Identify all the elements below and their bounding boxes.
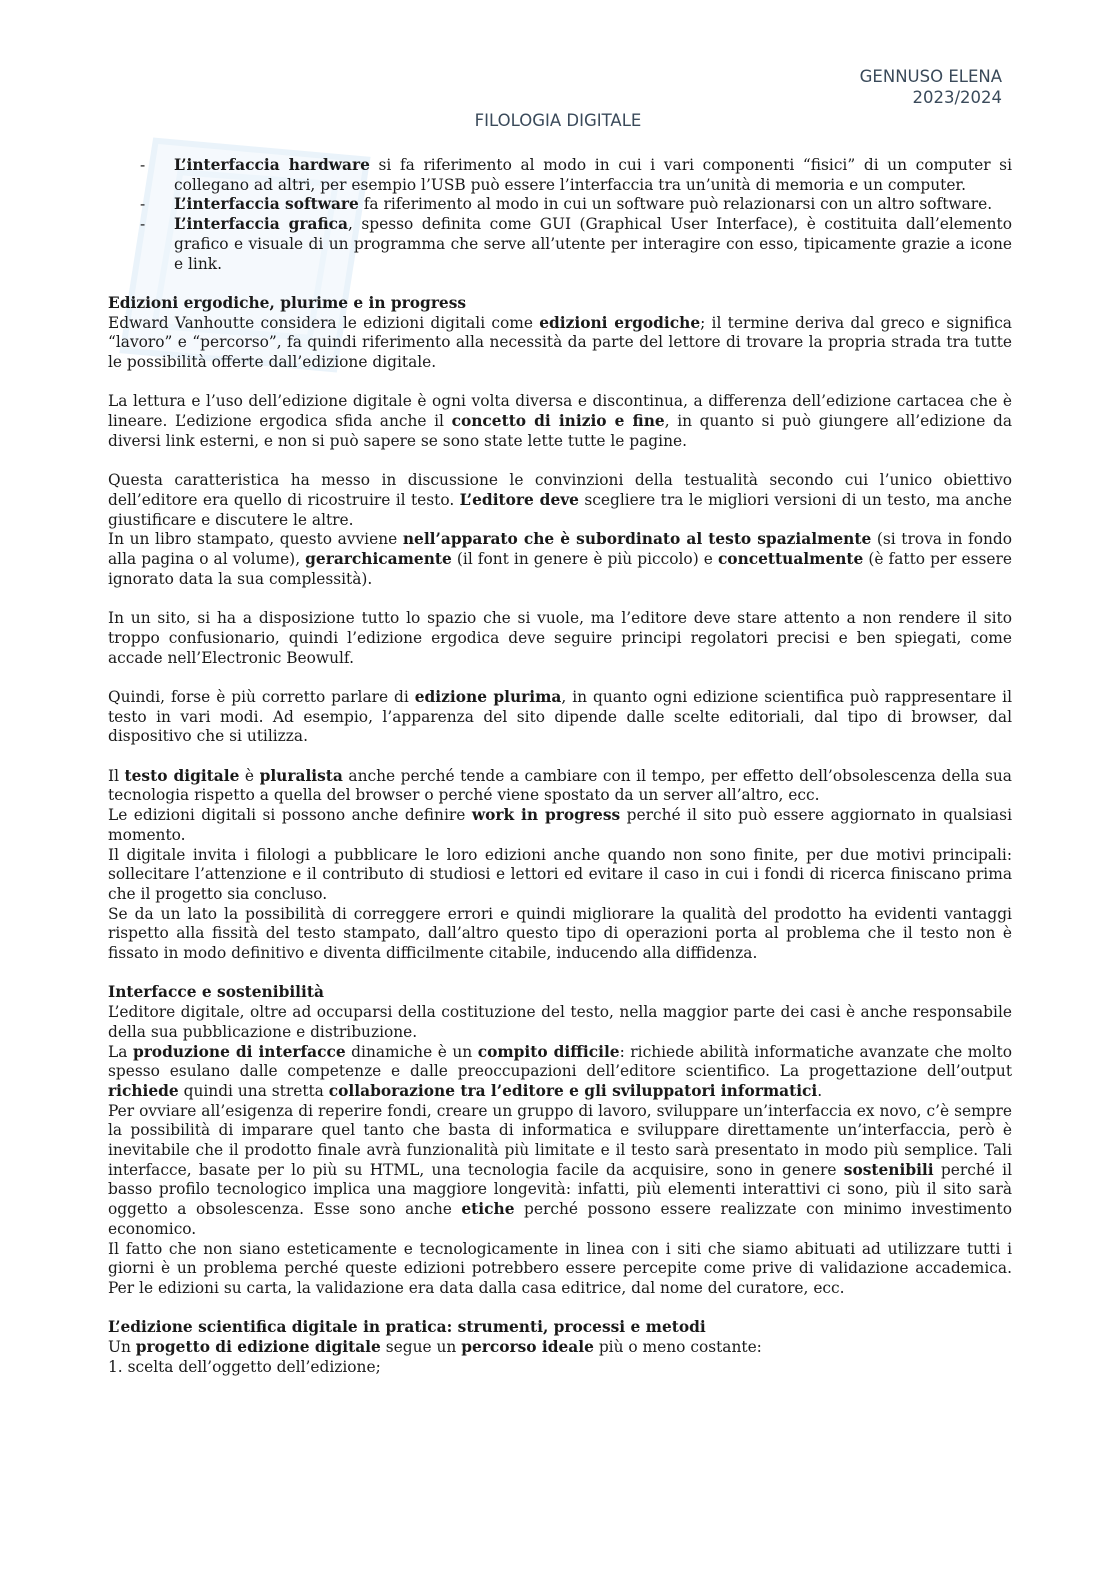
document-body — [108, 156, 1012, 1377]
paragraph: Per ovviare all’esigenza di reperire fondi, creare un gruppo di lavoro, sviluppare un’interfaccia ex novo, c’è sempre la possibilità di imparare quel tanto che basta di informatica e sviluppare direttamente un’interfaccia, però è inevitabile che il prodotto finale avrà funzionalità più limitate e il testo sarà presentato in modo più semplice. Tali interfacce, basate per lo più su HTML, una tecnologia facile da acquisire, sono in genere sostenibili perché il basso profilo tecnologico implica una maggiore longevità: infatti, più elementi interattivi ci sono, più il sito sarà oggetto a obsolescenza. Esse sono anche etiche perché possono essere realizzate con minimo investimento economico. — [108, 1101, 1012, 1238]
paragraph: In un sito, si ha a disposizione tutto lo spazio che si vuole, ma l’editore deve stare attento a non rendere il sito troppo confusionario, quindi l’edizione ergodica deve seguire principi regolatori precisi e ben spiegati, come accade nell’Electronic Beowulf. — [108, 609, 1012, 667]
academic-year: 2023/2024 — [912, 88, 1002, 107]
list-item: - L’interfaccia software fa riferimento al modo in cui un software può relazionarsi con un altro software. — [140, 195, 993, 214]
document-title: FILOLOGIA DIGITALE — [474, 111, 642, 130]
section-heading: L’edizione scientifica digitale in pratica: strumenti, processi e metodi — [108, 1318, 706, 1337]
paragraph: Questa caratteristica ha messo in discussione le convinzioni della testualità secondo cui l’unico obiettivo dell’editore era quello di ricostruire il testo. L’editore deve scegliere tra le migliori versioni di un testo, ma anche giustificare e discutere le altre. — [108, 471, 1012, 529]
author-name: GENNUSO ELENA — [859, 67, 1002, 86]
paragraph: Edward Vanhoutte considera le edizioni digitali come edizioni ergodiche; il termine deriva dal greco e significa “lavoro” e “percorso”, fa quindi riferimento alla necessità da parte del lettore di trovare la propria strada tra tutte le possibilità offerte dall’edizione digitale. — [108, 313, 1012, 372]
paragraph: Se da un lato la possibilità di correggere errori e quindi migliorare la qualità del prodotto ha evidenti vantaggi rispetto alla fissità del testo stampato, dall’altro questo tipo di operazioni porta al problema che il testo non è fissato in modo definitivo e diventa difficilmente citabile, inducendo alla diffidenza. — [108, 904, 1012, 963]
paragraph: Il digitale invita i filologi a pubblicare le loro edizioni anche quando non sono finite, per due motivi principali: sollecitare l’attenzione e il contributo di studiosi e lettori ed evitare il caso in cui i fondi di ricerca finiscano prima che il progetto sia concluso. — [108, 845, 1012, 903]
interface-list — [108, 156, 1012, 274]
paragraph: La lettura e l’uso dell’edizione digitale è ogni volta diversa e discontinua, a differenza dell’edizione cartacea che è lineare. L’edizione ergodica sfida anche il concetto di inizio e fine, in quanto si può giungere all’edizione da diversi link esterni, e non si può sapere se sono state lette tutte le pagine. — [108, 392, 1012, 450]
paragraph: Il testo digitale è pluralista anche perché tende a cambiare con il tempo, per effetto dell’obsolescenza della sua tecnologia rispetto a quella del browser o perché viene spostato da un server all’altro, ecc. — [108, 766, 1012, 805]
paragraph: L’editore digitale, oltre ad occuparsi della costituzione del testo, nella maggior parte dei casi è anche responsabile della sua pubblicazione e distribuzione. — [108, 1003, 1012, 1041]
list-item: - L’interfaccia hardware si fa riferimento al modo in cui i vari componenti “fisici” di un computer si collegano ad altri, per esempio l’USB può essere l’interfaccia tra un’unità di memoria e un computer. — [140, 156, 1012, 194]
paragraph: Le edizioni digitali si possono anche definire work in progress perché il sito può essere aggiornato in qualsiasi momento. — [108, 806, 1012, 844]
paragraph: Un progetto di edizione digitale segue un percorso ideale più o meno costante: — [108, 1338, 762, 1357]
paragraph: Il fatto che non siano esteticamente e tecnologicamente in linea con i siti che siamo abituati ad utilizzare tutti i giorni è un problema perché queste edizioni potrebbero essere percepite come prive di validazione accademica. Per le edizioni su carta, la validazione era data dalla casa editrice, dal nome del curatore, ecc. — [108, 1239, 1012, 1297]
paragraph: Quindi, forse è più corretto parlare di edizione plurima, in quanto ogni edizione scientifica può rappresentare il testo in vari modi. Ad esempio, l’apparenza del sito dipende dalle scelte editoriali, dal tipo di browser, dal dispositivo che si utilizza. — [108, 687, 1012, 746]
section-heading: Edizioni ergodiche, plurime e in progress — [108, 293, 467, 312]
page-header — [860, 66, 1002, 108]
paragraph: La produzione di interfacce dinamiche è un compito difficile: richiede abilità informatiche avanzate che molto spesso esulano dalle competenze e dalle preoccupazioni dell’editore scientifico. La progettazione dell’output richiede quindi una stretta collaborazione tra l’editore e gli sviluppatori informatici. — [108, 1042, 1013, 1100]
list-item: 1. scelta dell’oggetto dell’edizione; — [108, 1357, 381, 1376]
list-item: - L’interfaccia grafica, spesso definita come GUI (Graphical User Interface), è costituita dall’elemento grafico e visuale di un programma che serve all’utente per interagire con esso, tipicamente grazie a icone e link. — [140, 215, 1012, 273]
section-heading: Interfacce e sostenibilità — [108, 983, 324, 1002]
paragraph: In un libro stampato, questo avviene nell’apparato che è subordinato al testo spazialmente (si trova in fondo alla pagina o al volume), gerarchicamente (il font in genere è più piccolo) e concettualmente (è fatto per essere ignorato data la sua complessità). — [108, 530, 1013, 588]
